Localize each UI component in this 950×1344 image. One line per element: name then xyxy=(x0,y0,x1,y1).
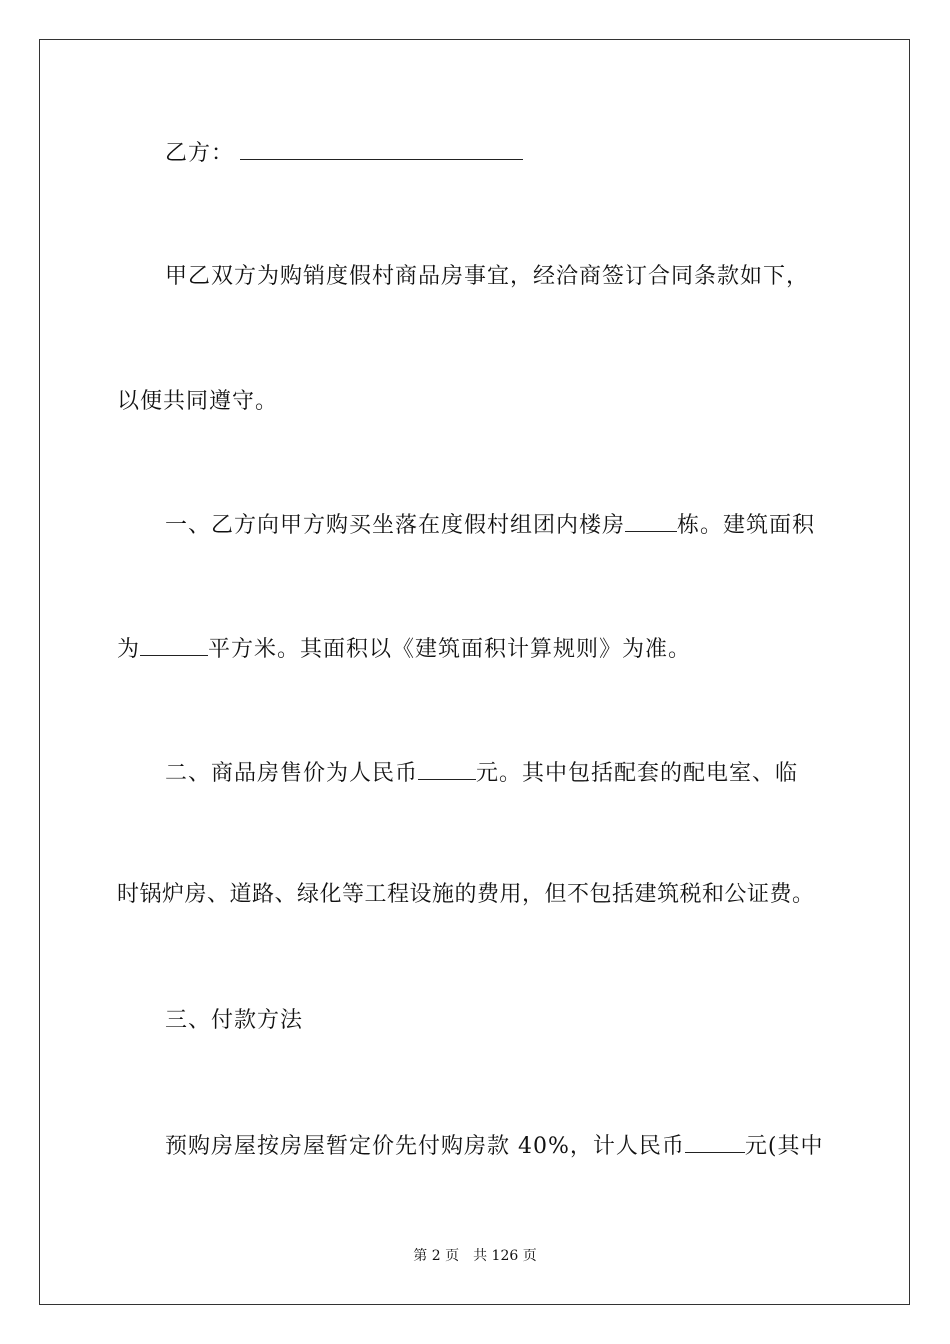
page-number-footer: 第 2 页 共 126 页 xyxy=(413,1248,537,1264)
building-count-blank xyxy=(625,509,677,532)
clause1-line-1 xyxy=(165,509,815,541)
clause3-heading: 三、付款方法 xyxy=(165,1008,304,1033)
clause3-line-1 xyxy=(165,1130,824,1162)
prepayment-blank xyxy=(685,1130,745,1153)
intro-line-1: 甲乙双方为购销度假村商品房事宜，经洽商签订合同条款如下， xyxy=(165,264,810,289)
clause1-text-c: 为 xyxy=(117,637,141,662)
party-b-blank xyxy=(240,137,523,160)
party-b-line xyxy=(165,137,523,169)
clause2-line-2: 时锅炉房、道路、绿化等工程设施的费用，但不包括建筑税和公证费。 xyxy=(117,882,815,907)
party-b-label: 乙方： xyxy=(165,141,235,166)
clause3-text-a: 预购房屋按房屋暂定价先付购房款 40%，计人民币 xyxy=(165,1134,685,1159)
clause1-text-b: 栋。建筑面积 xyxy=(677,513,816,538)
clause2-text-a: 二、商品房售价为人民币 xyxy=(165,761,419,786)
clause2-text-b: 元。其中包括配套的配电室、临 xyxy=(476,761,799,786)
clause2-line-1 xyxy=(165,757,798,789)
price-blank xyxy=(418,757,476,780)
clause1-line-2 xyxy=(117,633,691,665)
intro-line-2: 以便共同遵守。 xyxy=(117,389,279,414)
area-blank xyxy=(140,633,208,656)
clause1-text-a: 一、乙方向甲方购买坐落在度假村组团内楼房 xyxy=(165,513,626,538)
page-frame xyxy=(39,39,910,1305)
clause3-text-b: 元(其中 xyxy=(744,1134,824,1159)
clause1-text-d: 平方米。其面积以《建筑面积计算规则》为准。 xyxy=(208,637,692,662)
